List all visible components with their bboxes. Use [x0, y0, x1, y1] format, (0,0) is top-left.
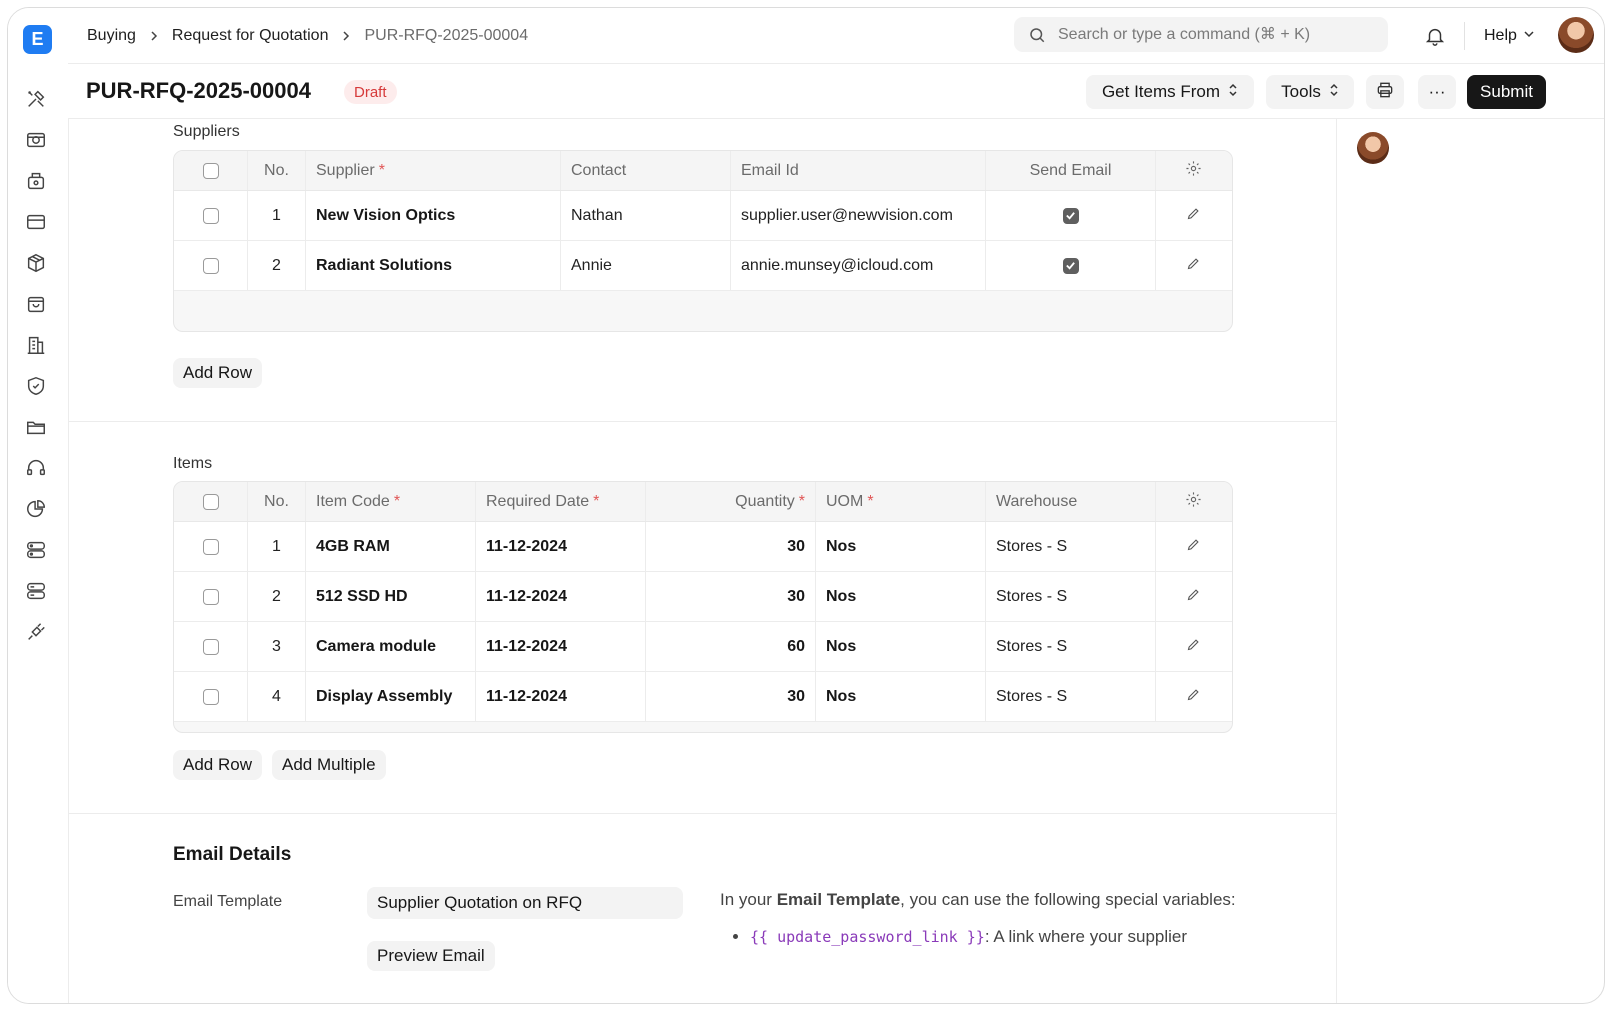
search-bar[interactable]	[1014, 17, 1388, 52]
app-window	[7, 7, 1605, 1004]
send-email-checkbox[interactable]	[1063, 258, 1079, 274]
row-checkbox[interactable]	[203, 639, 219, 655]
print-button[interactable]	[1366, 75, 1404, 109]
row-warehouse[interactable]: Stores - S	[986, 522, 1156, 571]
table-row[interactable]	[174, 572, 1232, 622]
edit-row-button[interactable]	[1156, 522, 1230, 571]
pencil-icon	[1186, 206, 1201, 226]
table-row[interactable]	[174, 191, 1232, 241]
row-warehouse[interactable]: Stores - S	[986, 572, 1156, 621]
col-required-date	[476, 482, 646, 521]
app-logo[interactable]: E	[23, 25, 52, 54]
pencil-icon	[1186, 537, 1201, 557]
plug-icon[interactable]	[25, 621, 47, 643]
row-checkbox[interactable]	[203, 539, 219, 555]
row-item-code[interactable]: 4GB RAM	[306, 522, 476, 571]
row-required-date[interactable]: 11-12-2024	[476, 572, 646, 621]
help-label: Help	[1484, 26, 1517, 44]
help-bold: Email Template	[776, 890, 901, 909]
help-suffix: , you can use the following special variables:	[900, 890, 1236, 909]
list-item	[750, 924, 1240, 950]
gear-icon	[1185, 491, 1202, 513]
tools-button[interactable]	[1266, 75, 1354, 109]
row-no: 1	[248, 522, 306, 571]
col-required-date-label: Required Date	[486, 492, 590, 510]
row-warehouse[interactable]: Stores - S	[986, 622, 1156, 671]
package-icon[interactable]	[25, 252, 47, 274]
camera-icon[interactable]	[25, 129, 47, 151]
col-uom	[816, 482, 986, 521]
chevron-right-icon	[148, 30, 160, 42]
select-all-checkbox-cell	[174, 482, 248, 521]
submit-button[interactable]: Submit	[1467, 75, 1546, 109]
tools-label: Tools	[1281, 82, 1321, 101]
row-checkbox[interactable]	[203, 258, 219, 274]
folder-icon[interactable]	[25, 416, 47, 438]
breadcrumb-current[interactable]: PUR-RFQ-2025-00004	[364, 26, 529, 44]
select-all-checkbox-cell	[174, 151, 248, 190]
row-checkbox-cell	[174, 191, 248, 240]
row-quantity[interactable]: 60	[646, 622, 816, 671]
table-row[interactable]	[174, 241, 1232, 291]
printer-icon	[1375, 80, 1395, 105]
row-checkbox-cell	[174, 572, 248, 621]
row-quantity[interactable]: 30	[646, 522, 816, 571]
row-uom[interactable]: Nos	[816, 622, 986, 671]
breadcrumb-rfq[interactable]: Request for Quotation	[171, 26, 329, 44]
headset-icon[interactable]	[25, 457, 47, 479]
help-menu[interactable]	[1484, 8, 1535, 63]
row-supplier[interactable]: New Vision Optics	[306, 191, 561, 240]
variable-code: {{ update_password_link }}	[750, 928, 985, 946]
pencil-icon	[1186, 587, 1201, 607]
pencil-icon	[1186, 637, 1201, 657]
send-email-cell	[986, 191, 1156, 240]
row-checkbox[interactable]	[203, 689, 219, 705]
pie-chart-icon[interactable]	[25, 498, 47, 520]
tools-icon[interactable]	[25, 88, 47, 110]
search-input[interactable]	[1056, 25, 1360, 45]
edit-row-button[interactable]	[1156, 572, 1230, 621]
row-checkbox-cell	[174, 522, 248, 571]
row-required-date[interactable]: 11-12-2024	[476, 522, 646, 571]
row-checkbox-cell	[174, 241, 248, 290]
suppliers-section-label: Suppliers	[173, 123, 240, 140]
send-email-cell	[986, 241, 1156, 290]
column-settings[interactable]	[1156, 482, 1230, 521]
server-alt-icon[interactable]	[25, 580, 47, 602]
row-uom[interactable]: Nos	[816, 572, 986, 621]
more-options-button[interactable]	[1418, 75, 1456, 109]
table-row[interactable]	[174, 522, 1232, 572]
items-table	[173, 481, 1233, 733]
topbar	[68, 8, 1604, 64]
suppliers-table-header	[174, 151, 1232, 191]
shopping-bag-icon[interactable]	[25, 293, 47, 315]
page-header	[68, 64, 1604, 119]
items-table-header	[174, 482, 1232, 522]
row-item-code[interactable]: Display Assembly	[306, 672, 476, 721]
breadcrumb	[87, 8, 528, 63]
chevron-right-icon	[340, 30, 352, 42]
required-marker: *	[867, 492, 874, 510]
server-icon[interactable]	[25, 539, 47, 561]
row-uom[interactable]: Nos	[816, 522, 986, 571]
row-item-code[interactable]: 512 SSD HD	[306, 572, 476, 621]
breadcrumb-buying[interactable]: Buying	[87, 26, 136, 44]
form-content	[68, 119, 1336, 1003]
col-no: No.	[248, 151, 306, 190]
sidebar	[8, 8, 69, 1003]
col-item-code	[306, 482, 476, 521]
row-no: 2	[248, 241, 306, 290]
right-sidebar	[1336, 119, 1604, 1003]
required-marker: *	[798, 492, 805, 510]
col-quantity-label: Quantity	[735, 492, 795, 510]
row-checkbox-cell	[174, 672, 248, 721]
row-contact[interactable]: Annie	[561, 241, 731, 290]
col-item-code-label: Item Code	[316, 492, 390, 510]
col-send-email: Send Email	[986, 151, 1156, 190]
variable-description: : A link where your supplier	[984, 927, 1188, 946]
variables-list	[720, 924, 1240, 950]
required-marker: *	[393, 492, 401, 510]
row-email[interactable]: annie.munsey@icloud.com	[731, 241, 986, 290]
status-badge: Draft	[344, 80, 397, 104]
section-divider	[68, 813, 1336, 814]
row-no: 4	[248, 672, 306, 721]
column-settings[interactable]	[1156, 151, 1230, 190]
chevron-updown-icon	[1228, 82, 1238, 102]
email-details-title: Email Details	[173, 844, 292, 865]
assigned-user-avatar[interactable]	[1357, 132, 1389, 164]
card-icon[interactable]	[25, 211, 47, 233]
required-marker: *	[593, 492, 600, 510]
row-supplier[interactable]: Radiant Solutions	[306, 241, 561, 290]
table-row[interactable]	[174, 622, 1232, 672]
select-all-checkbox[interactable]	[203, 163, 219, 179]
row-required-date[interactable]: 11-12-2024	[476, 622, 646, 671]
edit-row-button[interactable]	[1156, 241, 1230, 290]
col-email: Email Id	[731, 151, 986, 190]
divider	[1464, 22, 1465, 50]
row-email[interactable]: supplier.user@newvision.com	[731, 191, 986, 240]
printer-box-icon[interactable]	[25, 170, 47, 192]
col-warehouse: Warehouse	[986, 482, 1156, 521]
pencil-icon	[1186, 687, 1201, 707]
col-no: No.	[248, 482, 306, 521]
user-avatar[interactable]	[1558, 17, 1594, 53]
more-icon: ···	[1428, 82, 1446, 101]
col-contact: Contact	[561, 151, 731, 190]
row-quantity[interactable]: 30	[646, 572, 816, 621]
col-uom-label: UOM	[826, 492, 864, 510]
gear-icon	[1185, 160, 1202, 182]
building-icon[interactable]	[25, 334, 47, 356]
items-add-multiple-button[interactable]: Add Multiple	[272, 750, 386, 780]
items-add-row-button[interactable]: Add Row	[173, 750, 262, 780]
required-marker: *	[378, 161, 385, 179]
row-no: 1	[248, 191, 306, 240]
col-quantity	[646, 482, 816, 521]
select-all-checkbox[interactable]	[203, 494, 219, 510]
col-supplier	[306, 151, 561, 190]
chevron-down-icon	[1523, 27, 1535, 45]
row-checkbox[interactable]	[203, 208, 219, 224]
edit-row-button[interactable]	[1156, 672, 1230, 721]
suppliers-table	[173, 150, 1233, 332]
row-required-date[interactable]: 11-12-2024	[476, 672, 646, 721]
email-template-help	[720, 887, 1240, 950]
get-items-label: Get Items From	[1101, 82, 1221, 101]
chevron-updown-icon	[1329, 82, 1339, 102]
send-email-checkbox[interactable]	[1063, 208, 1079, 224]
row-no: 2	[248, 572, 306, 621]
row-no: 3	[248, 622, 306, 671]
edit-row-button[interactable]	[1156, 191, 1230, 240]
bell-icon[interactable]	[1424, 25, 1446, 51]
row-checkbox-cell	[174, 622, 248, 671]
get-items-from-button[interactable]	[1086, 75, 1254, 109]
row-uom[interactable]: Nos	[816, 672, 986, 721]
pencil-icon	[1186, 256, 1201, 276]
page-title: PUR-RFQ-2025-00004	[86, 78, 311, 103]
items-section-label: Items	[173, 455, 213, 472]
email-template-label: Email Template	[173, 893, 283, 910]
shield-check-icon[interactable]	[25, 375, 47, 397]
preview-email-button[interactable]: Preview Email	[367, 941, 495, 971]
help-prefix: In your	[720, 890, 777, 909]
table-row[interactable]	[174, 672, 1232, 722]
col-supplier-label: Supplier	[316, 161, 375, 179]
row-warehouse[interactable]: Stores - S	[986, 672, 1156, 721]
search-icon	[1028, 26, 1046, 44]
section-divider	[68, 421, 1336, 422]
suppliers-add-row-button[interactable]: Add Row	[173, 358, 262, 388]
row-checkbox[interactable]	[203, 589, 219, 605]
row-quantity[interactable]: 30	[646, 672, 816, 721]
edit-row-button[interactable]	[1156, 622, 1230, 671]
row-item-code[interactable]: Camera module	[306, 622, 476, 671]
email-template-field[interactable]: Supplier Quotation on RFQ	[367, 887, 683, 919]
row-contact[interactable]: Nathan	[561, 191, 731, 240]
